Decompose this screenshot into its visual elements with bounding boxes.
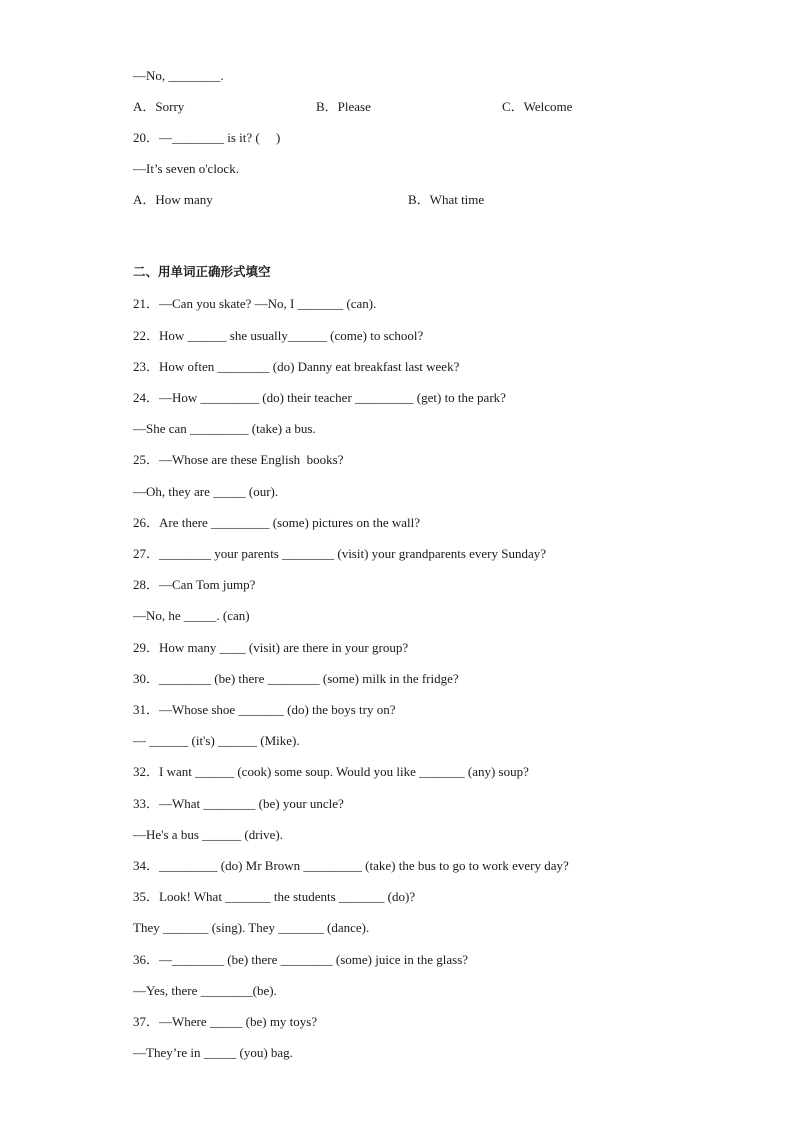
question-line: 26．Are there _________ (some) pictures on the wall? (133, 515, 421, 530)
question-line: —Oh, they are _____ (our). (133, 484, 279, 499)
question-line: 27．________ your parents ________ (visit) your grandparents every Sunday? (133, 546, 547, 561)
question-line: 23．How often ________ (do) Danny eat breakfast last week? (133, 359, 460, 374)
q20-question: 20．—________ is it? ( ) (133, 130, 281, 145)
section-heading: 二、用单词正确形式填空 (133, 264, 271, 279)
question-line: 21．—Can you skate? —No, I _______ (can). (133, 296, 377, 311)
question-line: —They’re in _____ (you) bag. (133, 1045, 293, 1060)
question-line: — ______ (it's) ______ (Mike). (133, 733, 300, 748)
question-line: 36．—________ (be) there ________ (some) juice in the glass? (133, 952, 469, 967)
question-line: 24．—How _________ (do) their teacher _________ (get) to the park? (133, 390, 506, 405)
question-line: 28．—Can Tom jump? (133, 577, 256, 592)
question-line: —He's a bus ______ (drive). (133, 827, 284, 842)
question-line: They _______ (sing). They _______ (dance). (133, 920, 370, 935)
question-line: 30．________ (be) there ________ (some) milk in the fridge? (133, 671, 459, 686)
question-line: 22．How ______ she usually______ (come) to school? (133, 328, 424, 343)
question-line: —Yes, there ________(be). (133, 983, 277, 998)
q19-option-a: A．Sorry (133, 99, 185, 114)
question-line: 32．I want ______ (cook) some soup. Would you like _______ (any) soup? (133, 764, 529, 779)
question-line: 34．_________ (do) Mr Brown _________ (take) the bus to go to work every day? (133, 858, 569, 873)
question-line: 35．Look! What _______ the students _______ (do)? (133, 889, 416, 904)
question-line: —She can _________ (take) a bus. (133, 421, 316, 436)
q19-option-c: C．Welcome (502, 99, 573, 114)
q19-reply: —No, ________. (133, 68, 224, 83)
question-line: 29．How many ____ (visit) are there in your group? (133, 640, 409, 655)
question-line: 25．—Whose are these English books? (133, 452, 344, 467)
question-line: 33．—What ________ (be) your uncle? (133, 796, 344, 811)
q20-option-b: B．What time (408, 192, 485, 207)
q20-option-a: A．How many (133, 192, 213, 207)
question-line: 31．—Whose shoe _______ (do) the boys try on? (133, 702, 396, 717)
q19-option-b: B．Please (316, 99, 371, 114)
question-line: —No, he _____. (can) (133, 608, 250, 623)
question-line: 37．—Where _____ (be) my toys? (133, 1014, 318, 1029)
q20-reply: —It’s seven o'clock. (133, 161, 239, 176)
